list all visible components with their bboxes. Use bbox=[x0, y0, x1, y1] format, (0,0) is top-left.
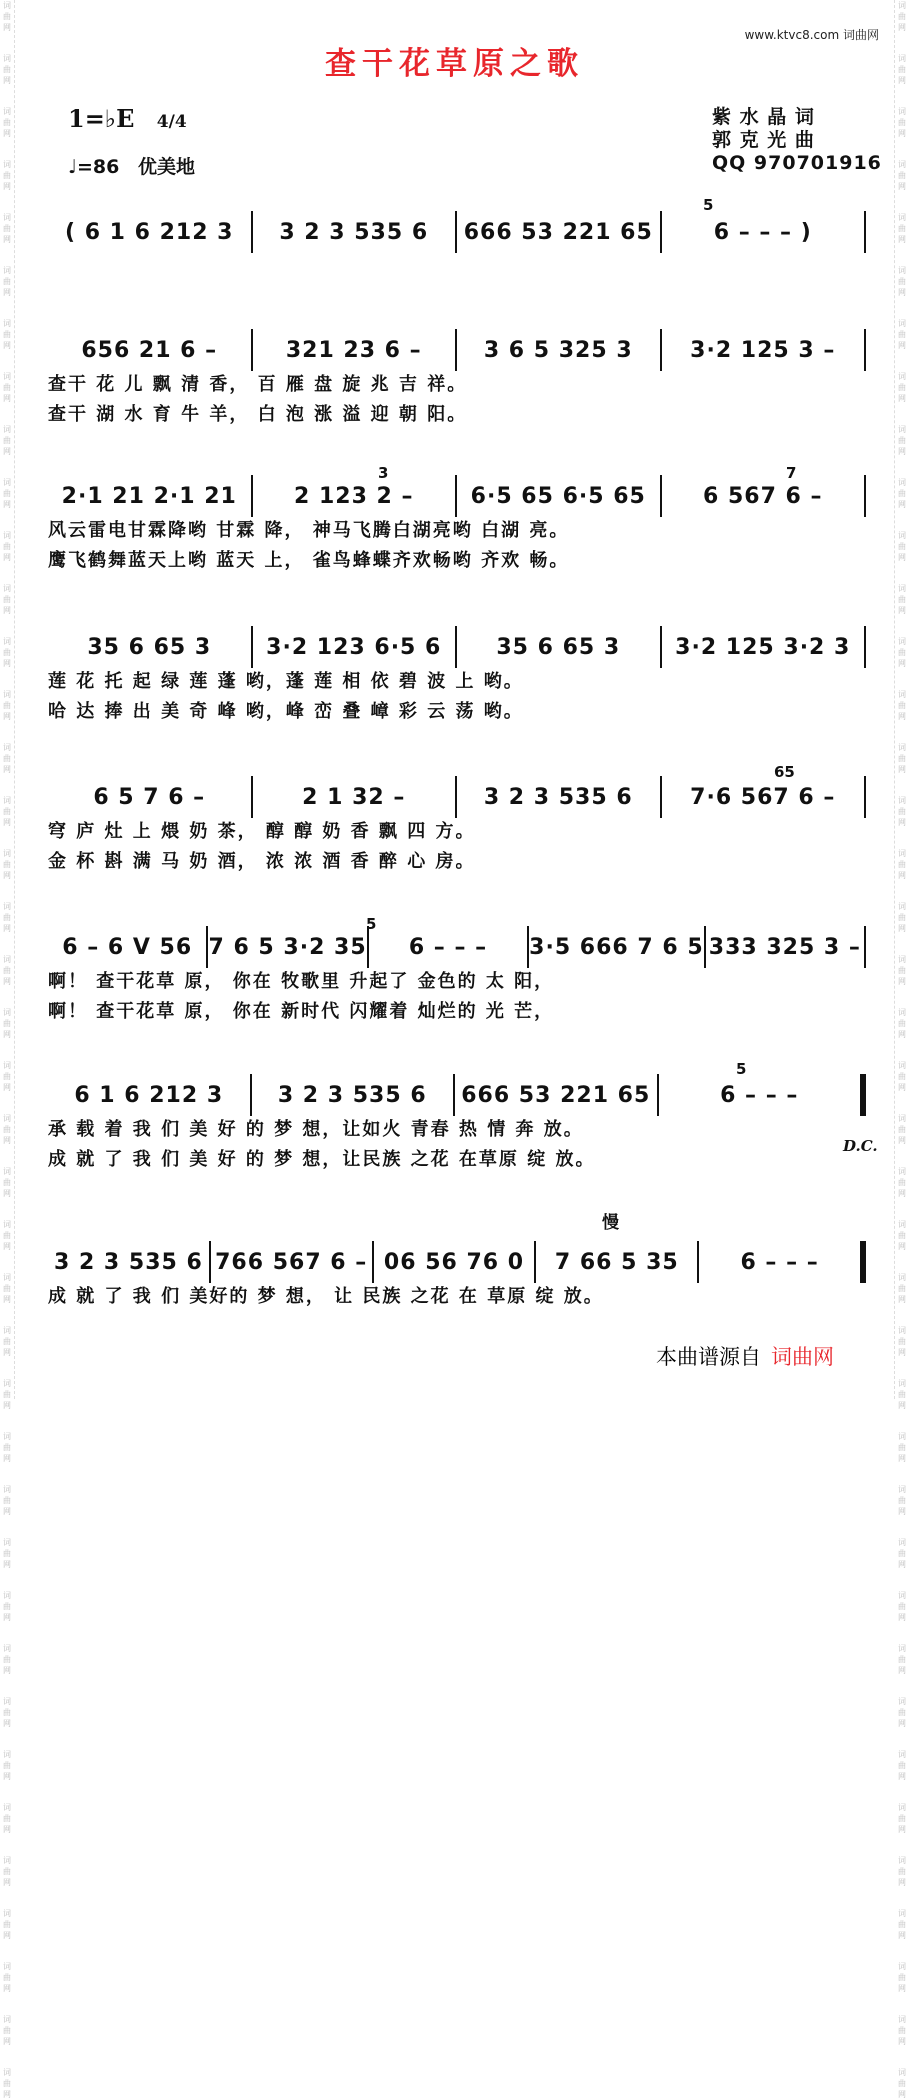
measure: 3 2 3 535 6 bbox=[277, 1082, 427, 1108]
watermark-text: 词 曲 网 bbox=[898, 1803, 906, 1834]
lyrics-verse-1: 风云雷电甘霖降哟 甘霖 降， 神马飞腾白湖亮哟 白湖 亮。 bbox=[48, 520, 570, 541]
measure: 35 6 65 3 bbox=[87, 634, 212, 660]
watermark-text: 词 曲 网 bbox=[3, 1008, 11, 1039]
watermark-text: 词 曲 网 bbox=[3, 1485, 11, 1516]
measure: 3·2 125 3·2 3 bbox=[675, 634, 851, 660]
watermark-text: 词 曲 网 bbox=[898, 796, 906, 827]
grace-note: 5 bbox=[736, 1060, 747, 1078]
watermark-text: 词 曲 网 bbox=[898, 1061, 906, 1092]
grace-note: 5 bbox=[366, 915, 377, 933]
watermark-text: 词 曲 网 bbox=[898, 1962, 906, 1993]
watermark-text: 词 曲 网 bbox=[3, 1591, 11, 1622]
lyrics-verse-1: 承 载 着 我 们 美 好 的 梦 想，让如火 青春 热 情 奔 放。 bbox=[48, 1119, 584, 1140]
measure: 2·1 21 2·1 21 bbox=[61, 483, 237, 509]
lyrics-verse-2: 啊！ 查干花草 原， 你在 新时代 闪耀着 灿烂的 光 芒， bbox=[48, 1001, 555, 1022]
watermark-text: 词 曲 网 bbox=[898, 690, 906, 721]
measure: 35 6 65 3 bbox=[496, 634, 621, 660]
measure: 7·6 567 6 – bbox=[690, 784, 836, 810]
watermark-text: 词 曲 网 bbox=[3, 1750, 11, 1781]
notes-row bbox=[48, 1075, 866, 1115]
measure: 3 2 3 535 6 bbox=[54, 1249, 203, 1275]
watermark-text: 词 曲 网 bbox=[3, 425, 11, 456]
watermark-text: 词 曲 网 bbox=[898, 1379, 906, 1410]
song-title: 查干花草原之歌 bbox=[325, 46, 584, 82]
measure: 6 567 6 – bbox=[702, 483, 823, 509]
lyrics-verse-2: 金 杯 斟 满 马 奶 酒， 浓 浓 酒 香 醉 心 房。 bbox=[48, 851, 476, 872]
watermark-text: 词 曲 网 bbox=[898, 1008, 906, 1039]
grace-note: 65 bbox=[774, 763, 795, 781]
watermark-text: 词 曲 网 bbox=[898, 1114, 906, 1145]
watermark-text: 词 曲 网 bbox=[3, 796, 11, 827]
measure: 333 325 3 – bbox=[708, 934, 861, 960]
watermark-text: 词 曲 网 bbox=[898, 107, 906, 138]
notes-row bbox=[48, 1242, 866, 1282]
watermark-text: 词 曲 网 bbox=[3, 319, 11, 350]
score-system-2 bbox=[48, 476, 866, 576]
watermark-text: 词 曲 网 bbox=[898, 1273, 906, 1304]
watermark-text: 词 曲 网 bbox=[898, 1750, 906, 1781]
score-system-intro bbox=[48, 212, 866, 252]
watermark-text: 词 曲 网 bbox=[898, 1167, 906, 1198]
measure: 321 23 6 – bbox=[285, 337, 422, 363]
watermark-text: 词 曲 网 bbox=[898, 902, 906, 933]
source-credit[interactable] bbox=[656, 1341, 834, 1371]
score-system-4 bbox=[48, 777, 866, 877]
lyrics-verse-2: 哈 达 捧 出 美 奇 峰 哟，峰 峦 叠 嶂 彩 云 荡 哟。 bbox=[48, 701, 524, 722]
watermark-text: 词 曲 网 bbox=[898, 1485, 906, 1516]
measure: 3·2 125 3 – bbox=[690, 337, 836, 363]
watermark-text: 词 曲 网 bbox=[3, 1856, 11, 1887]
measure: 06 56 76 0 bbox=[383, 1249, 525, 1275]
measure: 3 2 3 535 6 bbox=[483, 784, 633, 810]
slow-mark: 慢 bbox=[602, 1213, 619, 1233]
watermark-text: 词 曲 网 bbox=[3, 1432, 11, 1463]
notes-row bbox=[48, 476, 866, 516]
watermark-text: 词 曲 网 bbox=[3, 1114, 11, 1145]
right-watermark-strip bbox=[894, 0, 909, 2099]
time-signature: 4/4 bbox=[156, 112, 187, 132]
watermark-text: 词 曲 网 bbox=[3, 584, 11, 615]
grace-note: 5 bbox=[703, 196, 714, 214]
watermark-text: 词 曲 网 bbox=[898, 160, 906, 191]
credits bbox=[712, 106, 882, 175]
measure: 6 5 7 6 – bbox=[93, 784, 206, 810]
measure: 2 123 2 – bbox=[293, 483, 414, 509]
measure: ( 6 1 6 212 3 bbox=[64, 219, 234, 245]
watermark-text: 词 曲 网 bbox=[3, 266, 11, 297]
tempo-line bbox=[68, 152, 195, 179]
watermark-text: 词 曲 网 bbox=[898, 531, 906, 562]
measure: 656 21 6 – bbox=[81, 337, 218, 363]
watermark-text: 词 曲 网 bbox=[898, 955, 906, 986]
measure: 666 53 221 65 bbox=[461, 1082, 651, 1108]
notes-row bbox=[48, 212, 866, 252]
measure: 766 567 6 – bbox=[215, 1249, 368, 1275]
watermark-text: 词 曲 网 bbox=[3, 1, 11, 32]
watermark-text: 词 曲 网 bbox=[3, 1273, 11, 1304]
watermark-text: 词 曲 网 bbox=[3, 690, 11, 721]
watermark-text: 词 曲 网 bbox=[3, 1697, 11, 1728]
watermark-text: 词 曲 网 bbox=[898, 425, 906, 456]
measure: 6 1 6 212 3 bbox=[74, 1082, 224, 1108]
watermark-text: 词 曲 网 bbox=[3, 2015, 11, 2046]
measure: 6 – – – ) bbox=[713, 219, 812, 245]
composer: 郭 克 光 曲 bbox=[712, 129, 815, 151]
score-system-3 bbox=[48, 627, 866, 727]
measure: 666 53 221 65 bbox=[463, 219, 653, 245]
watermark-text: 词 曲 网 bbox=[898, 213, 906, 244]
watermark-text: 词 曲 网 bbox=[898, 1909, 906, 1940]
watermark-text: 词 曲 网 bbox=[3, 1220, 11, 1251]
watermark-text: 词 曲 网 bbox=[898, 54, 906, 85]
score-system-5 bbox=[48, 927, 866, 1027]
watermark-text: 词 曲 网 bbox=[3, 478, 11, 509]
watermark-text: 词 曲 网 bbox=[3, 637, 11, 668]
watermark-text: 词 曲 网 bbox=[3, 372, 11, 403]
lyrics-final: 成 就 了 我 们 美好的 梦 想， 让 民族 之花 在 草原 绽 放。 bbox=[48, 1286, 604, 1307]
key-signature: 1=♭E bbox=[68, 104, 135, 133]
watermark-text: 词 曲 网 bbox=[3, 1909, 11, 1940]
grace-note: 7 bbox=[786, 464, 797, 482]
measure: 3·2 123 6·5 6 bbox=[266, 634, 442, 660]
score-system-7 bbox=[48, 1242, 866, 1312]
watermark-text: 词 曲 网 bbox=[3, 743, 11, 774]
measure: 7 66 5 35 bbox=[554, 1249, 679, 1275]
measure: 6 – – – bbox=[740, 1249, 819, 1275]
watermark-text: 词 曲 网 bbox=[3, 54, 11, 85]
watermark-text: 词 曲 网 bbox=[3, 902, 11, 933]
watermark-text: 词 曲 网 bbox=[898, 1856, 906, 1887]
watermark-text: 词 曲 网 bbox=[3, 160, 11, 191]
measure: 2 1 32 – bbox=[302, 784, 406, 810]
lyrics-verse-2: 查干 湖 水 育 牛 羊， 白 泡 涨 溢 迎 朝 阳。 bbox=[48, 404, 468, 425]
watermark-text: 词 曲 网 bbox=[898, 478, 906, 509]
watermark-text: 词 曲 网 bbox=[898, 1591, 906, 1622]
watermark-text: 词 曲 网 bbox=[898, 2015, 906, 2046]
measure: 6 – – – bbox=[720, 1082, 799, 1108]
watermark-text: 词 曲 网 bbox=[3, 2068, 11, 2099]
lyrics-verse-1: 啊！ 查干花草 原， 你在 牧歌里 升起了 金色的 太 阳， bbox=[48, 971, 555, 992]
lyrics-verse-2: 成 就 了 我 们 美 好 的 梦 想，让民族 之花 在草原 绽 放。 bbox=[48, 1149, 596, 1170]
measure: 6·5 65 6·5 65 bbox=[470, 483, 646, 509]
watermark-text: 词 曲 网 bbox=[898, 1, 906, 32]
watermark-text: 词 曲 网 bbox=[898, 1697, 906, 1728]
watermark-text: 词 曲 网 bbox=[3, 107, 11, 138]
watermark-text: 词 曲 网 bbox=[3, 849, 11, 880]
watermark-text: 词 曲 网 bbox=[898, 372, 906, 403]
score-system-6 bbox=[48, 1075, 866, 1175]
watermark-text: 词 曲 网 bbox=[3, 1326, 11, 1357]
source-link[interactable]: 词曲网 bbox=[771, 1345, 834, 1369]
dc-mark: D.C. bbox=[843, 1137, 878, 1155]
lyrics-verse-2: 鹰飞鹤舞蓝天上哟 蓝天 上， 雀鸟蜂蝶齐欢畅哟 齐欢 畅。 bbox=[48, 550, 570, 571]
measure: 6 – – – bbox=[408, 934, 488, 960]
watermark-text: 词 曲 网 bbox=[898, 1538, 906, 1569]
watermark-text: 词 曲 网 bbox=[3, 531, 11, 562]
score-system-1 bbox=[48, 330, 866, 430]
measure: 6 – 6 V 56 bbox=[62, 934, 193, 960]
notes-row bbox=[48, 627, 866, 667]
watermark-text: 词 曲 网 bbox=[898, 637, 906, 668]
lyricist: 紫 水 晶 词 bbox=[712, 106, 815, 128]
watermark-text: 词 曲 网 bbox=[3, 1061, 11, 1092]
key-and-time bbox=[68, 104, 187, 133]
watermark-text: 词 曲 网 bbox=[3, 955, 11, 986]
watermark-text: 词 曲 网 bbox=[898, 2068, 906, 2099]
watermark-text: 词 曲 网 bbox=[898, 743, 906, 774]
tempo: ♩=86 bbox=[68, 156, 120, 178]
measure: 3 2 3 535 6 bbox=[279, 219, 429, 245]
watermark-text: 词 曲 网 bbox=[898, 584, 906, 615]
measure: 3·5 666 7 6 5 bbox=[529, 934, 704, 960]
lyrics-verse-1: 查干 花 儿 飘 清 香， 百 雁 盘 旋 兆 吉 祥。 bbox=[48, 374, 468, 395]
watermark-text: 词 曲 网 bbox=[898, 849, 906, 880]
watermark-text: 词 曲 网 bbox=[3, 1962, 11, 1993]
source-text: 本曲谱源自 bbox=[656, 1345, 761, 1369]
watermark-text: 词 曲 网 bbox=[898, 1326, 906, 1357]
qq-contact: QQ 970701916 bbox=[712, 152, 882, 174]
measure: 7 6 5 3·2 35 bbox=[208, 934, 367, 960]
grace-note: 3 bbox=[378, 464, 389, 482]
watermark-text: 词 曲 网 bbox=[3, 1379, 11, 1410]
notes-row bbox=[48, 777, 866, 817]
watermark-text: 词 曲 网 bbox=[3, 1644, 11, 1675]
watermark-text: 词 曲 网 bbox=[898, 1220, 906, 1251]
watermark-text: 词 曲 网 bbox=[3, 1167, 11, 1198]
notes-row bbox=[48, 927, 866, 967]
watermark-text: 词 曲 网 bbox=[3, 1803, 11, 1834]
site-name[interactable]: 词曲网 bbox=[842, 28, 879, 42]
site-url[interactable]: www.ktvc8.com bbox=[744, 28, 840, 42]
watermark-text: 词 曲 网 bbox=[898, 266, 906, 297]
watermark-text: 词 曲 网 bbox=[3, 1538, 11, 1569]
left-watermark-strip bbox=[0, 0, 15, 2099]
watermark-text: 词 曲 网 bbox=[898, 1432, 906, 1463]
lyrics-verse-1: 穹 庐 灶 上 煨 奶 茶， 醇 醇 奶 香 飘 四 方。 bbox=[48, 821, 476, 842]
measure: 3 6 5 325 3 bbox=[483, 337, 633, 363]
watermark-text: 词 曲 网 bbox=[3, 213, 11, 244]
lyrics-verse-1: 莲 花 托 起 绿 莲 蓬 哟，蓬 莲 相 依 碧 波 上 哟。 bbox=[48, 671, 524, 692]
expression: 优美地 bbox=[137, 156, 195, 178]
notes-row bbox=[48, 330, 866, 370]
watermark-text: 词 曲 网 bbox=[898, 1644, 906, 1675]
watermark-text: 词 曲 网 bbox=[898, 319, 906, 350]
